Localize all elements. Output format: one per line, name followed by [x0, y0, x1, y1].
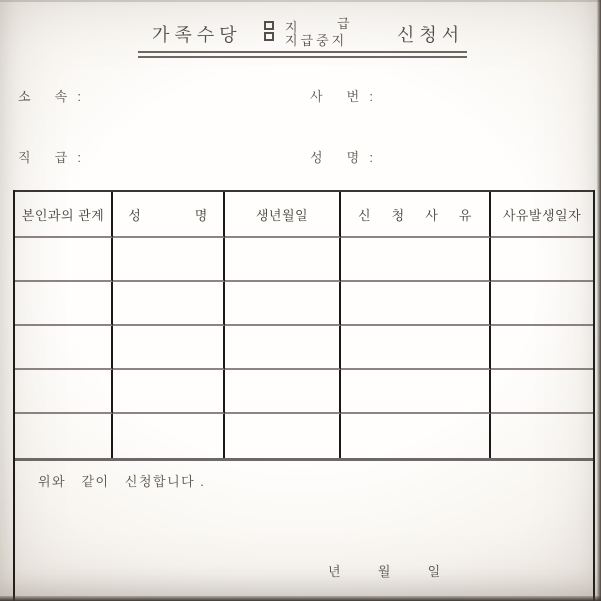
table-cell — [225, 370, 341, 414]
header-cell-birthdate: 생년월일 — [225, 192, 341, 238]
family-table — [15, 190, 593, 461]
affiliation-label: 소 속 : — [18, 89, 83, 104]
table-cell — [491, 326, 593, 370]
table-cell — [225, 414, 341, 458]
payment-stop-option-label: 지급중지 — [285, 33, 348, 48]
statement-text: 위와 같이 신청합니다 . — [38, 474, 206, 489]
table-cell — [225, 282, 341, 326]
table-cell — [341, 414, 491, 458]
table-cell — [491, 414, 593, 458]
table-cell — [15, 326, 113, 370]
table-cell — [113, 238, 225, 282]
header-cell-relationship: 본인과의 관계 — [15, 192, 113, 238]
scan-edge-top — [0, 0, 601, 2]
name-label: 성 명 : — [310, 150, 375, 165]
table-cell — [113, 370, 225, 414]
payment-option-label-part2: 급 — [337, 16, 350, 31]
table-cell — [341, 282, 491, 326]
header-cell-reason-date: 사유발생일자 — [491, 192, 593, 238]
table-cell — [491, 370, 593, 414]
employee-number-label: 사 번 : — [310, 89, 375, 104]
date-line: 년 월 일 — [328, 564, 442, 579]
table-cell — [491, 238, 593, 282]
scan-edge-right — [597, 0, 601, 601]
table-cell — [341, 370, 491, 414]
table-cell — [225, 238, 341, 282]
table-cell — [15, 238, 113, 282]
table-cell — [15, 414, 113, 458]
table-cell — [15, 282, 113, 326]
payment-stop-checkbox[interactable] — [264, 32, 274, 41]
table-cell — [15, 370, 113, 414]
table-cell — [491, 282, 593, 326]
form-title-right: 신청서 — [397, 25, 465, 45]
table-cell — [113, 282, 225, 326]
scan-edge-bottom — [0, 596, 601, 601]
rank-label: 직 급 : — [18, 150, 83, 165]
table-cell — [341, 238, 491, 282]
title-double-underline — [138, 51, 467, 58]
header-cell-reason: 신 청 사 유 — [341, 192, 491, 238]
table-cell — [341, 326, 491, 370]
table-cell — [113, 414, 225, 458]
form-title-left: 가족수당 — [152, 25, 242, 45]
table-cell — [113, 326, 225, 370]
header-cell-name: 성 명 — [113, 192, 225, 238]
payment-option-label-part1: 지 — [285, 20, 298, 35]
form-outline-box — [13, 190, 595, 601]
payment-checkbox[interactable] — [264, 21, 274, 30]
table-cell — [225, 326, 341, 370]
